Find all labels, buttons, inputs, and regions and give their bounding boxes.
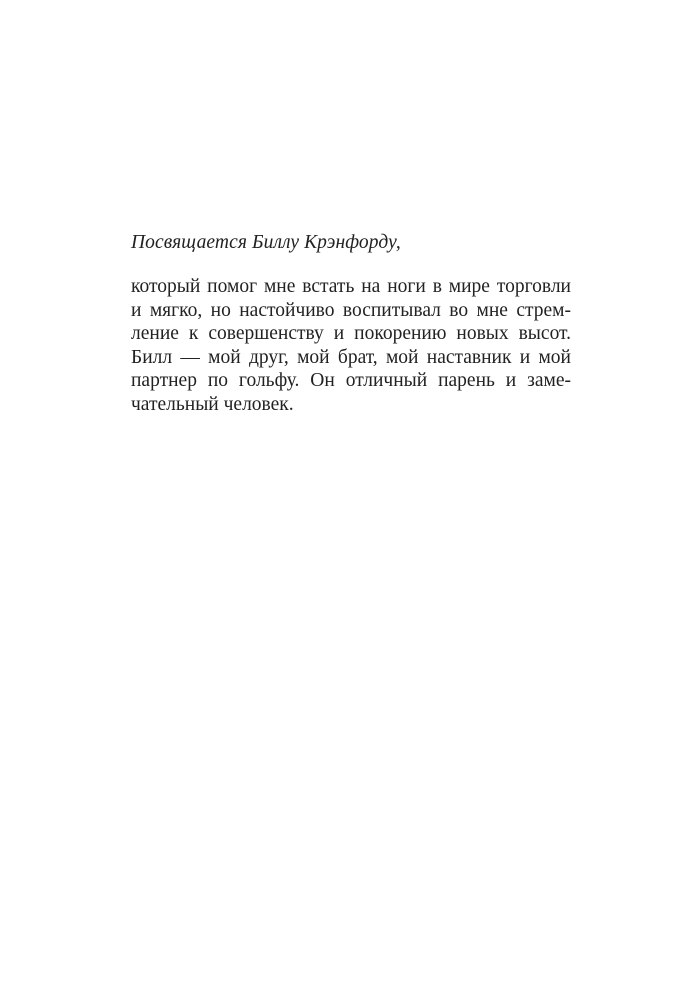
dedication-line: который помог мне встать на ноги в мире торговли (131, 276, 571, 297)
dedication-line: ление к совершенству и покорению новых высот. (131, 323, 571, 345)
dedication-block (131, 231, 571, 417)
dedication-line: чательный человек. (131, 393, 294, 415)
dedication-line: Билл — мой друг, мой брат, мой наставник и мой (131, 346, 571, 368)
dedication-body (131, 275, 571, 417)
dedication-title: Посвящается Биллу Крэнфорду, (131, 232, 401, 253)
dedication-line: партнер по гольфу. Он отличный парень и заме- (131, 370, 571, 392)
dedication-line: и мягко, но настойчиво воспитывал во мне стрем- (131, 299, 571, 321)
